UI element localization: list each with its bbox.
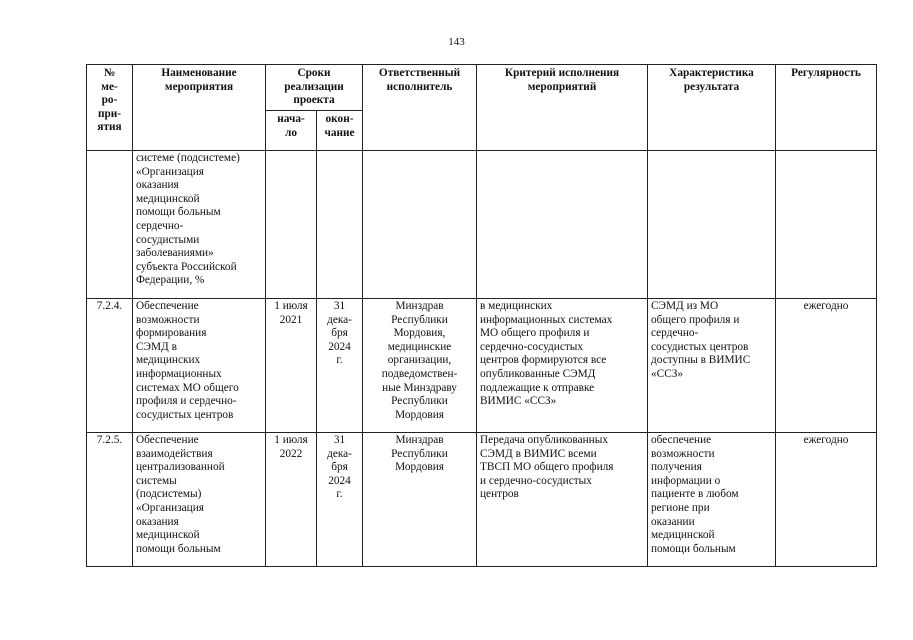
col-header-name: Наименование мероприятия: [133, 65, 266, 151]
col-header-criterion: Критерий исполнения мероприятий: [477, 65, 648, 151]
col-header-responsible: Ответственный исполнитель: [363, 65, 477, 151]
activities-table: [86, 64, 877, 567]
table-row: [87, 151, 877, 299]
col-header-start: нача- ло: [266, 111, 317, 151]
row-criterion: Передача опубликованных СЭМД в ВИМИС всеми ТВСП МО общего профиля и сердечно-сосудистых центров: [477, 433, 648, 567]
table-row: [87, 433, 877, 567]
row-number: 7.2.5.: [87, 433, 133, 567]
header-row: [87, 65, 877, 111]
row-result: обеспечение возможности получения информации о пациенте в любом регионе при оказании медицинской помощи больным: [648, 433, 776, 567]
table-row: [87, 299, 877, 433]
row-responsible: [363, 151, 477, 299]
row-start: 1 июля 2021: [266, 299, 317, 433]
col-header-regularity: Регулярность: [776, 65, 877, 151]
row-responsible: Минздрав Республики Мордовия, медицинские организации, подведомствен- ные Минздраву Республики Мордовия: [363, 299, 477, 433]
row-number: 7.2.4.: [87, 299, 133, 433]
row-name: Обеспечение возможности формирования СЭМД в медицинских информационных системах МО общего профиля и сердечно- сосудистых центров: [133, 299, 266, 433]
row-start: 1 июля 2022: [266, 433, 317, 567]
row-start: [266, 151, 317, 299]
row-result: [648, 151, 776, 299]
row-end: 31 дека- бря 2024 г.: [317, 433, 363, 567]
row-end: [317, 151, 363, 299]
row-result: СЭМД из МО общего профиля и сердечно- сосудистых центров доступны в ВИМИС «ССЗ»: [648, 299, 776, 433]
row-regularity: ежегодно: [776, 433, 877, 567]
col-header-result: Характеристика результата: [648, 65, 776, 151]
row-criterion: [477, 151, 648, 299]
col-header-terms: Сроки реализации проекта: [266, 65, 363, 111]
col-header-end: окон- чание: [317, 111, 363, 151]
row-name: системе (подсистеме) «Организация оказания медицинской помощи больным сердечно- сосудистыми заболеваниями» субъекта Российской Федерации, %: [133, 151, 266, 299]
page-number: 143: [448, 36, 465, 48]
row-number: [87, 151, 133, 299]
col-header-number: № ме- ро- при- ятия: [87, 65, 133, 151]
row-end: 31 дека- бря 2024 г.: [317, 299, 363, 433]
row-name: Обеспечение взаимодействия централизованной системы (подсистемы) «Организация оказания медицинской помощи больным: [133, 433, 266, 567]
row-responsible: Минздрав Республики Мордовия: [363, 433, 477, 567]
row-regularity: ежегодно: [776, 299, 877, 433]
row-criterion: в медицинских информационных системах МО общего профиля и сердечно-сосудистых центров формируются все опубликованные СЭМД подлежащие к отправке ВИМИС «ССЗ»: [477, 299, 648, 433]
row-regularity: [776, 151, 877, 299]
